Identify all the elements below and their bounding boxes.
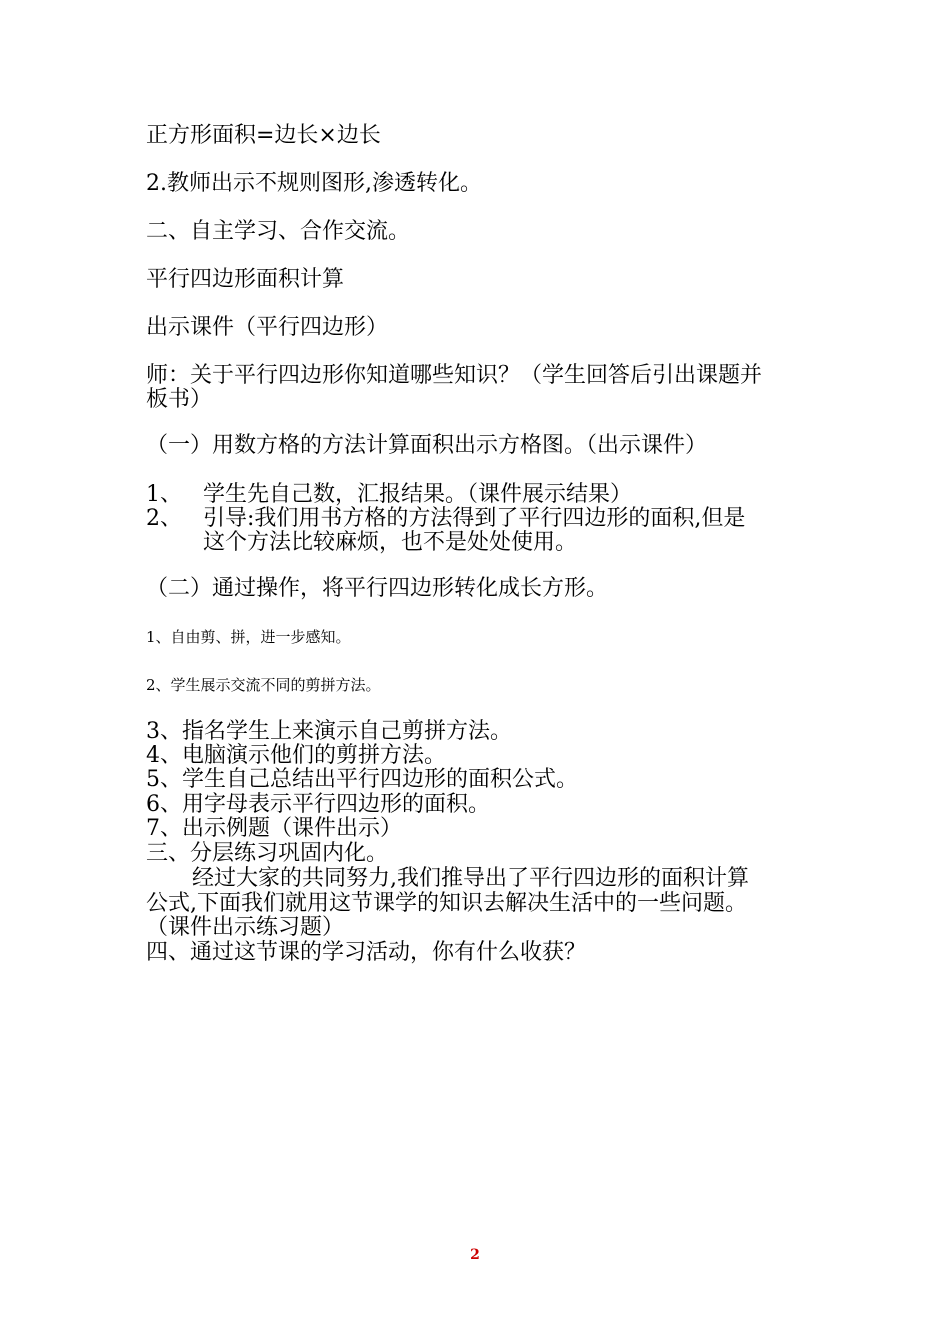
list-item-number: 1、	[146, 482, 182, 507]
teacher-question-line: 师：关于平行四边形你知道哪些知识？（学生回答后引出课题并	[146, 363, 763, 388]
step-six: 6、用字母表示平行四边形的面积。	[146, 792, 490, 817]
topic-title: 平行四边形面积计算	[146, 267, 345, 292]
list-item-text: 学生先自己数，汇报结果。（课件展示结果）	[203, 482, 633, 507]
small-step-one: 1、自由剪、拼，进一步感知。	[146, 628, 351, 646]
show-courseware-line: 出示课件（平行四边形）	[146, 315, 389, 340]
list-item-text-continuation: 这个方法比较麻烦，也不是处处使用。	[203, 530, 578, 555]
summary-paragraph-line: 公式,下面我们就用这节课学的知识去解决生活中的一些问题。	[146, 891, 747, 916]
step-seven: 7、出示例题（课件出示）	[146, 816, 402, 841]
step-four: 4、电脑演示他们的剪拼方法。	[146, 743, 446, 768]
list-item-text: 引导:我们用书方格的方法得到了平行四边形的面积,但是	[203, 506, 746, 531]
section-two-heading: 二、自主学习、合作交流。	[146, 219, 411, 244]
teacher-question-continuation: 板书）	[146, 387, 213, 412]
step-five: 5、学生自己总结出平行四边形的面积公式。	[146, 767, 578, 792]
summary-paragraph-line: 经过大家的共同努力,我们推导出了平行四边形的面积计算	[192, 866, 749, 891]
list-item-number: 2、	[146, 506, 182, 531]
section-three-heading: 三、分层练习巩固内化。	[146, 841, 389, 866]
page-number: 2	[470, 1247, 480, 1263]
subsection-one-heading: （一）用数方格的方法计算面积出示方格图。（出示课件）	[146, 433, 708, 458]
irregular-shape-step: 2.教师出示不规则图形,渗透转化。	[146, 171, 482, 196]
summary-paragraph-line: （课件出示练习题）	[146, 915, 345, 940]
square-area-formula: 正方形面积=边长×边长	[146, 123, 381, 148]
section-four-heading: 四、通过这节课的学习活动，你有什么收获？	[146, 940, 587, 965]
subsection-two-heading: （二）通过操作，将平行四边形转化成长方形。	[146, 576, 609, 601]
step-three: 3、指名学生上来演示自己剪拼方法。	[146, 719, 512, 744]
small-step-two: 2、学生展示交流不同的剪拼方法。	[146, 676, 381, 694]
